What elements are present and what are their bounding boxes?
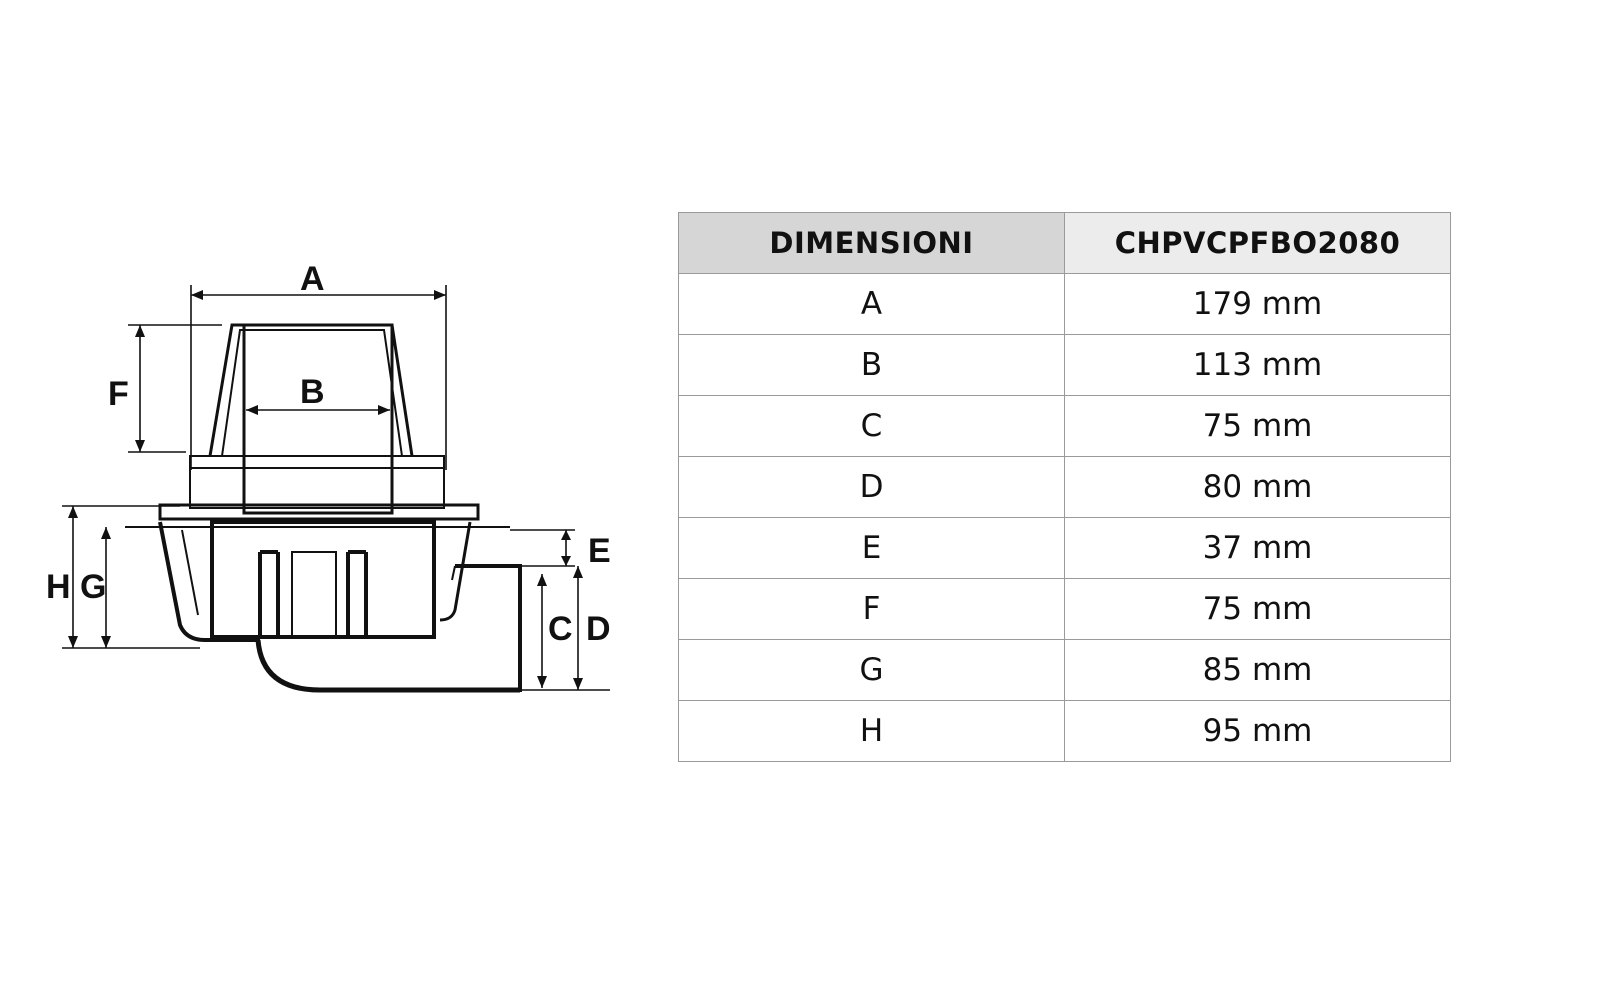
table-row — [679, 579, 1451, 640]
cell-value: 95 mm — [1065, 701, 1451, 762]
label-h: H — [46, 568, 71, 606]
cell-value: 75 mm — [1065, 579, 1451, 640]
table-row — [679, 701, 1451, 762]
dimensions-table — [678, 212, 1451, 762]
cell-value: 85 mm — [1065, 640, 1451, 701]
table-header-row — [679, 213, 1451, 274]
header-dimensions: DIMENSIONI — [679, 213, 1065, 274]
cell-dimension: B — [679, 335, 1065, 396]
cell-value: 113 mm — [1065, 335, 1451, 396]
table-row — [679, 335, 1451, 396]
cell-value: 179 mm — [1065, 274, 1451, 335]
table-row — [679, 396, 1451, 457]
table-row — [679, 518, 1451, 579]
cell-dimension: H — [679, 701, 1065, 762]
label-e: E — [588, 532, 611, 570]
drain-technical-drawing — [40, 200, 640, 720]
label-d: D — [586, 610, 611, 648]
cell-dimension: G — [679, 640, 1065, 701]
label-c: C — [548, 610, 573, 648]
cell-dimension: A — [679, 274, 1065, 335]
label-f: F — [108, 375, 129, 413]
cell-value: 80 mm — [1065, 457, 1451, 518]
label-b: B — [300, 373, 325, 411]
header-model-code: CHPVCPFBO2080 — [1065, 213, 1451, 274]
cell-value: 75 mm — [1065, 396, 1451, 457]
cell-dimension: F — [679, 579, 1065, 640]
label-g: G — [80, 568, 107, 606]
cell-value: 37 mm — [1065, 518, 1451, 579]
cell-dimension: D — [679, 457, 1065, 518]
label-a: A — [300, 260, 325, 298]
table-row — [679, 274, 1451, 335]
table-row — [679, 640, 1451, 701]
cell-dimension: E — [679, 518, 1065, 579]
dimension-arrowheads — [68, 290, 583, 690]
cell-dimension: C — [679, 396, 1065, 457]
table-row — [679, 457, 1451, 518]
